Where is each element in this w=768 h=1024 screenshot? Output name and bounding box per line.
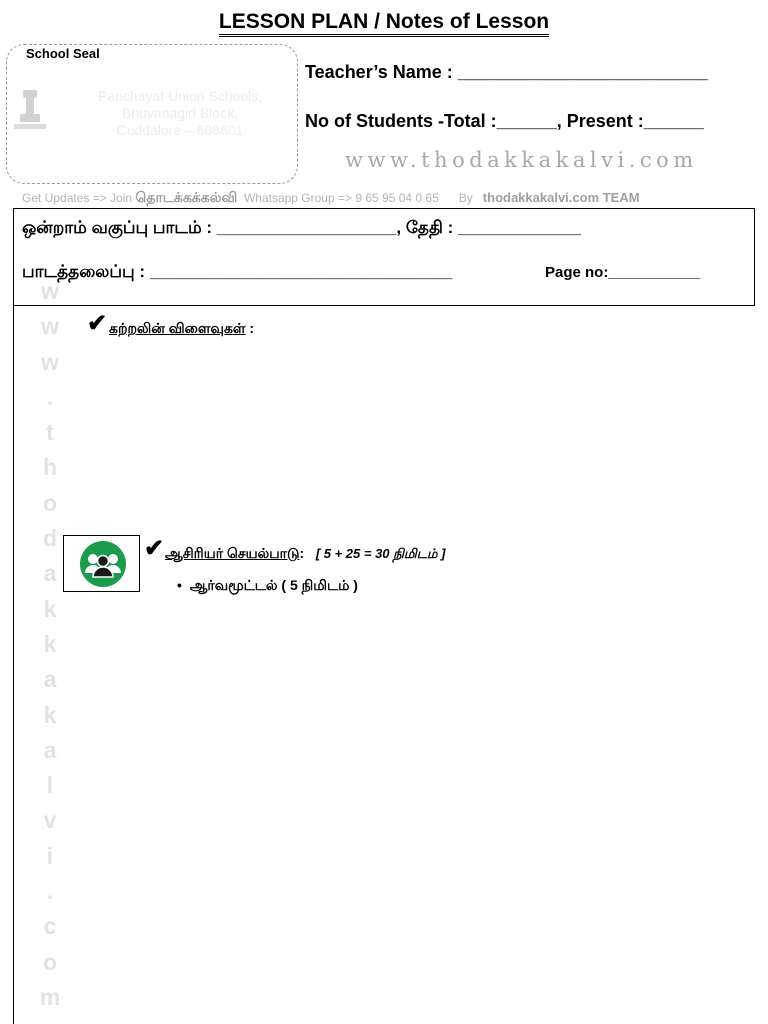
stamp-icon (14, 90, 46, 132)
group-people-icon (80, 541, 126, 587)
topic-row: பாடத்தலைப்பு : ________________________________ (22, 262, 453, 281)
watermark-letter: w (41, 313, 59, 340)
teacher-name-field: Teacher’s Name : _________________________ (305, 62, 709, 82)
page-number-field: Page no:___________ (545, 264, 701, 281)
watermark-letter: w (41, 278, 59, 304)
seal-line: Cuddalore – 608601 (116, 122, 244, 138)
class-subject-date-row: ஒன்றாம் வகுப்பு பாடம் : ___________________, தேதி : _____________ (22, 218, 581, 237)
watermark-letter: . (46, 878, 54, 905)
watermark-letter: a (43, 560, 57, 587)
website-watermark: www.thodakkakalvi.com (345, 148, 698, 172)
watermark-letter: k (43, 630, 57, 657)
students-count-field: No of Students -Total :______, Present :______ (305, 111, 704, 131)
watermark-letter: a (43, 736, 57, 763)
watermark-letter: k (43, 701, 57, 728)
watermark-letter: k (43, 595, 57, 622)
watermark-letter: m (39, 983, 61, 1010)
vertical-watermark (30, 274, 70, 1015)
updates-whatsapp: Whatsapp Group => 9 65 95 04 0 65 (243, 191, 439, 205)
watermark-letter: h (42, 454, 58, 481)
check-icon: ✔ (87, 310, 108, 337)
bullet-dot: • (177, 577, 190, 593)
watermark-letter: i (46, 842, 54, 869)
updates-prefix: Get Updates => Join (22, 191, 133, 205)
watermark-letter: v (43, 807, 57, 834)
left-margin-line (13, 306, 14, 1024)
updates-line (22, 189, 640, 208)
updates-tamil-name: தொடக்கக்கல்வி (135, 189, 238, 205)
teacher-activity-label: ஆசிரியர் செயல்பாடு (165, 545, 300, 561)
school-seal-text (60, 88, 300, 139)
learning-outcomes-colon: : (245, 320, 255, 336)
teacher-activity-heading (165, 545, 445, 564)
watermark-letter: d (42, 525, 58, 552)
updates-team: thodakkakalvi.com TEAM (482, 190, 640, 205)
teacher-activity-colon: : (299, 545, 305, 561)
watermark-letter: l (46, 772, 54, 799)
learning-outcomes-heading (109, 320, 254, 339)
watermark-letter: a (43, 666, 57, 693)
page-title (0, 10, 768, 34)
teacher-activity-duration: [ 5 + 25 = 30 நிமிடம் ] (315, 546, 446, 561)
page-title-text: LESSON PLAN / Notes of Lesson (219, 10, 549, 37)
seal-line: Panchayat Union Schools, (97, 88, 263, 104)
check-icon: ✔ (144, 535, 165, 562)
watermark-letter: c (43, 913, 57, 940)
bullet-motivation (177, 577, 358, 596)
watermark-letter: o (42, 948, 58, 975)
seal-line: Bhuvanagiri Block, (122, 105, 238, 121)
watermark-letter: w (41, 348, 59, 375)
bullet-motivation-text: ஆர்வமூட்டல் ( 5 நிமிடம் ) (189, 577, 358, 593)
learning-outcomes-label: கற்றலின் விளைவுகள் (109, 320, 246, 336)
watermark-letter: o (42, 489, 58, 516)
updates-by: By (458, 191, 473, 205)
watermark-letter: . (46, 383, 54, 410)
watermark-letter: t (46, 419, 54, 446)
school-seal-label: School Seal (26, 46, 100, 61)
